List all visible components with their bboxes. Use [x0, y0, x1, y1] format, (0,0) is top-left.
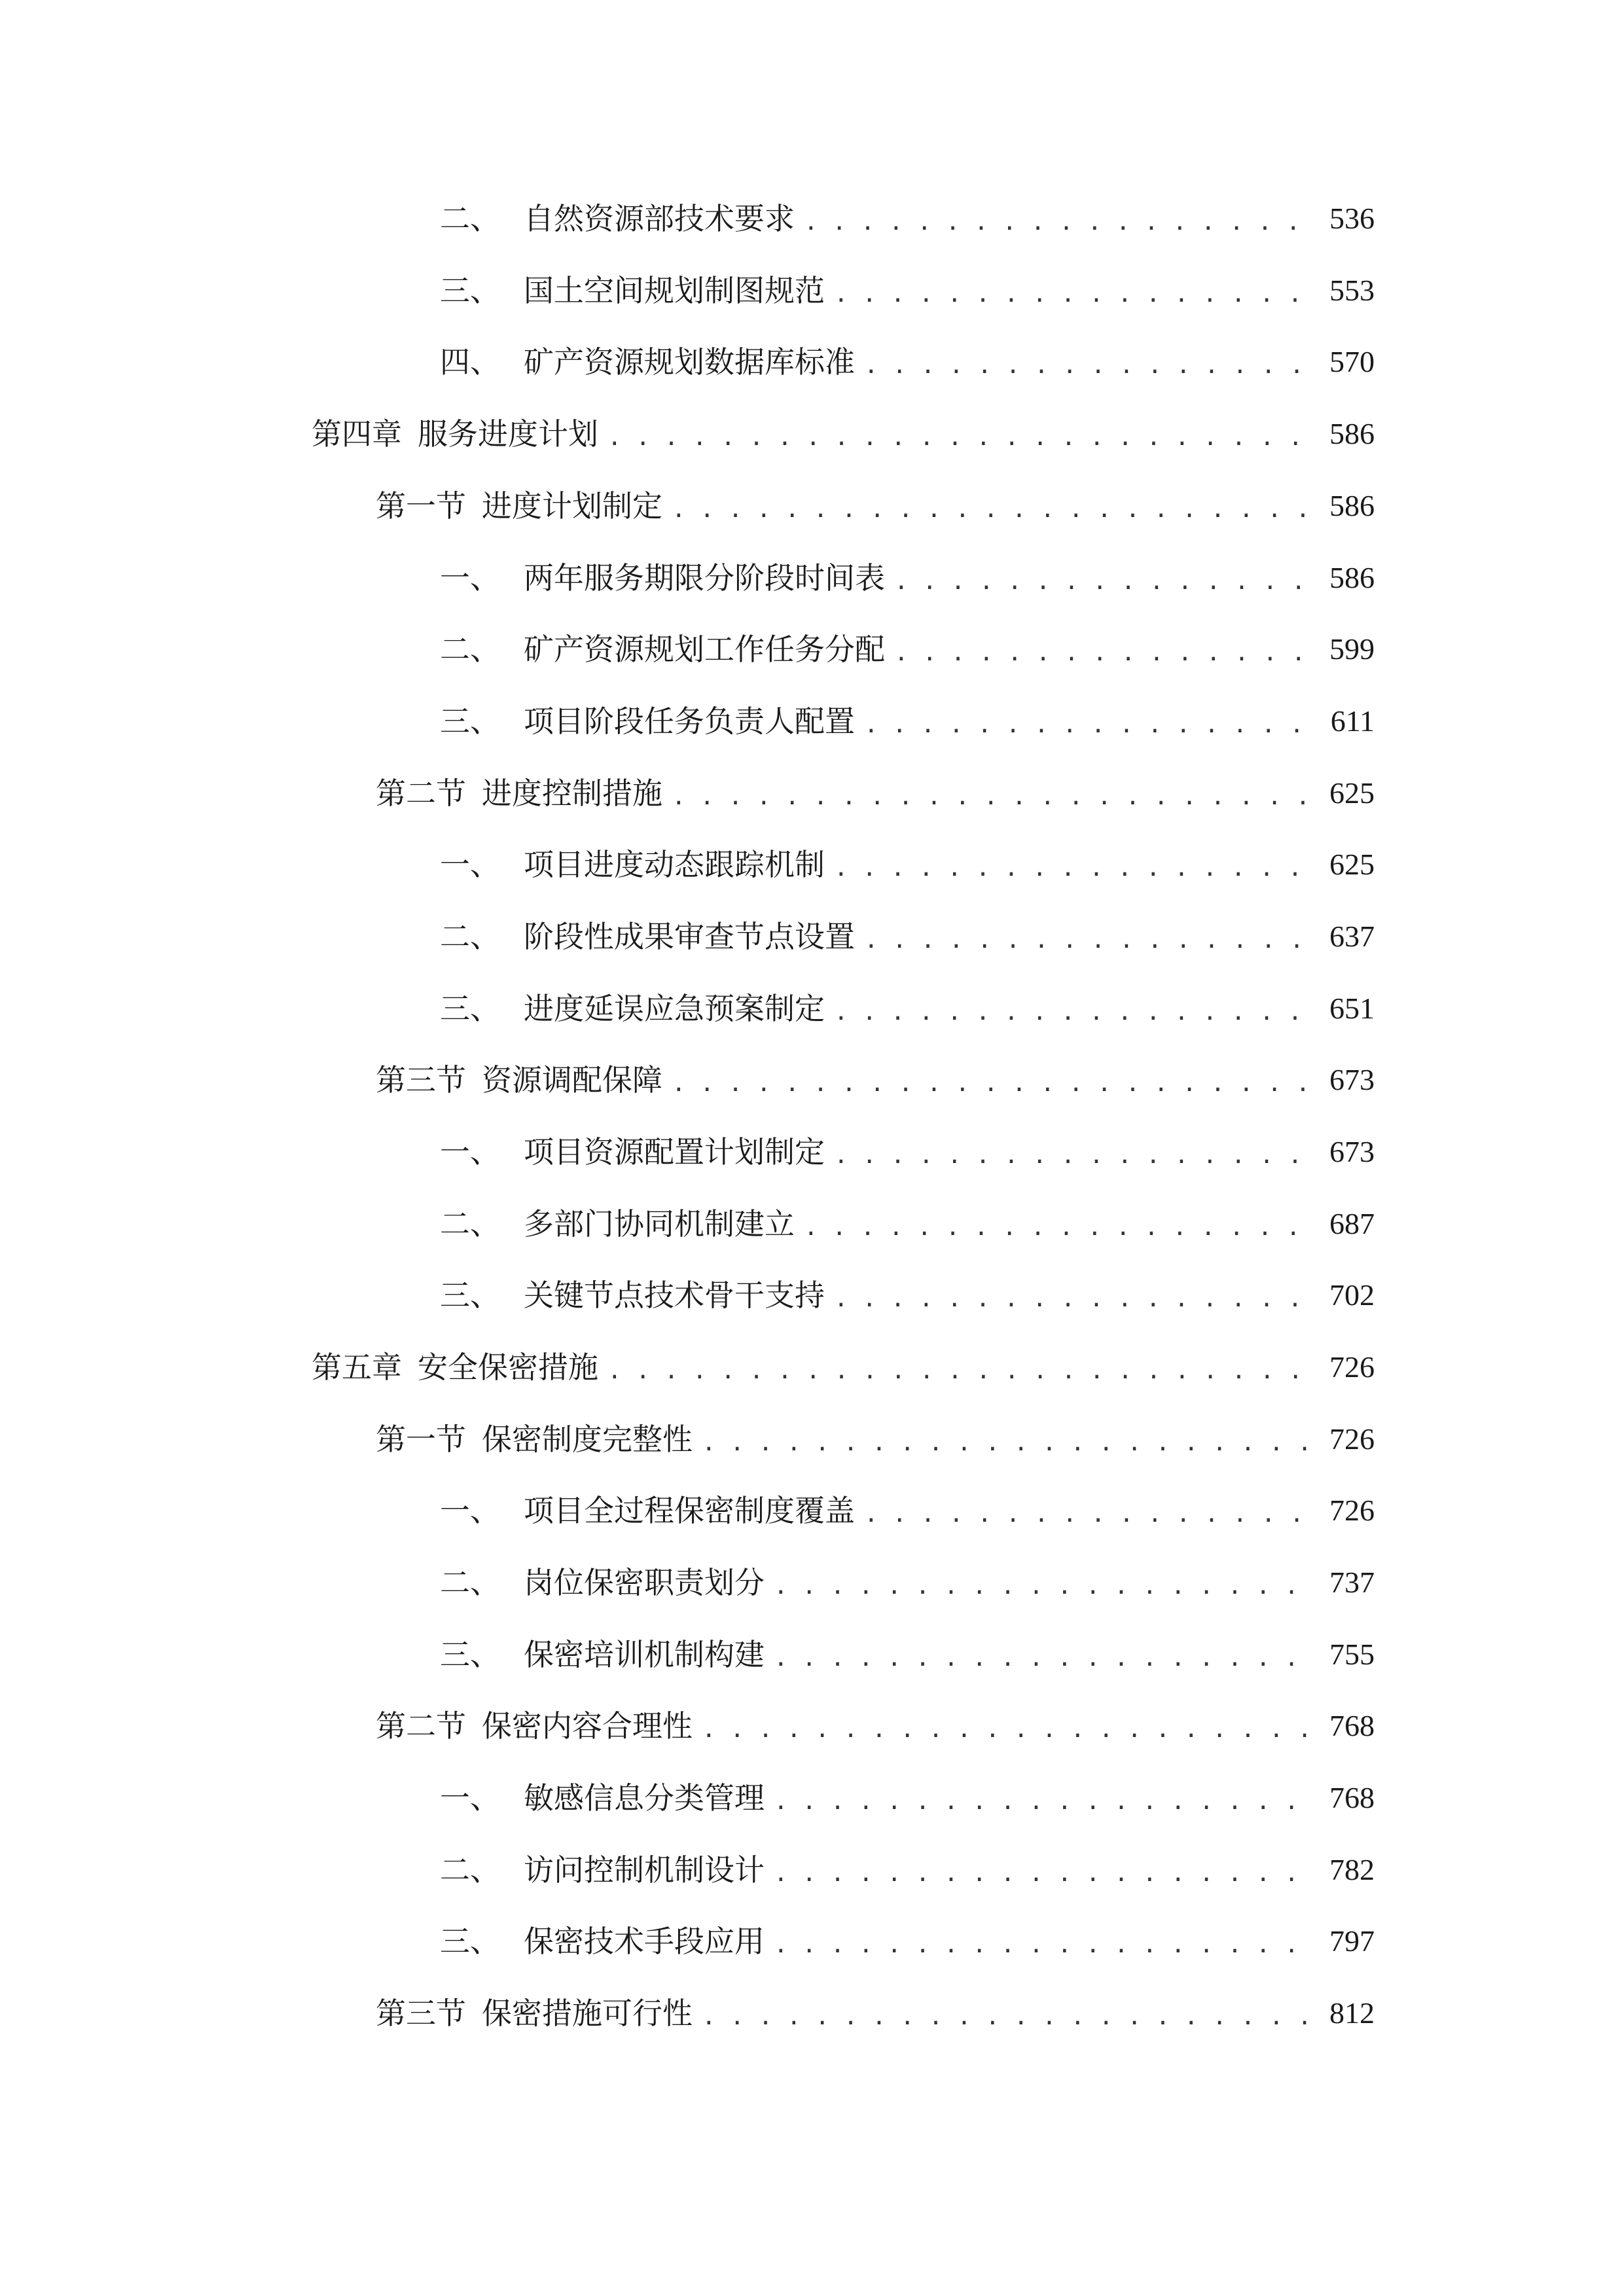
toc-page-number: 673 — [1329, 1063, 1375, 1096]
toc-entry-title: 进度延误应急预案制定 — [524, 991, 825, 1026]
toc-entry-number: 一、 — [440, 1780, 500, 1816]
toc-section-title: 保密措施可行性 — [482, 1996, 693, 2031]
toc-page-number: 755 — [1329, 1638, 1375, 1671]
toc-entry[interactable] — [440, 1269, 1375, 1321]
toc-section-title: 保密制度完整性 — [482, 1422, 693, 1457]
toc-section-entry[interactable] — [376, 767, 1375, 819]
toc-entry-title: 岗位保密职责划分 — [524, 1565, 765, 1600]
toc-entry-title: 访问控制机制设计 — [524, 1852, 765, 1888]
toc-entry-number: 三、 — [440, 273, 500, 308]
toc-chapter-number: 第五章 — [312, 1350, 402, 1385]
toc-entry-title: 多部门协同机制建立 — [524, 1206, 795, 1242]
toc-section-number: 第一节 — [376, 1422, 466, 1457]
toc-chapter-title: 服务进度计划 — [418, 416, 598, 452]
toc-entry-number: 二、 — [440, 1852, 500, 1888]
toc-entry-number: 三、 — [440, 991, 500, 1026]
toc-chapter-entry[interactable] — [312, 408, 1375, 460]
toc-section-entry[interactable] — [376, 1987, 1375, 2039]
toc-entry-title: 关键节点技术骨干支持 — [524, 1278, 825, 1313]
toc-page-number: 625 — [1329, 776, 1375, 810]
toc-chapter-number: 第四章 — [312, 416, 402, 452]
toc-page-number: 599 — [1329, 632, 1375, 666]
dot-leader — [834, 1273, 1318, 1325]
toc-entry[interactable] — [440, 1844, 1375, 1896]
toc-entry-number: 二、 — [440, 1565, 500, 1600]
toc-entry[interactable] — [440, 1126, 1375, 1178]
dot-leader — [774, 1848, 1318, 1900]
toc-entry[interactable] — [440, 623, 1375, 675]
toc-entry[interactable] — [440, 1556, 1375, 1609]
toc-page-number: 782 — [1329, 1853, 1375, 1886]
toc-page-number: 726 — [1329, 1422, 1375, 1456]
toc-section-number: 第三节 — [376, 1996, 466, 2031]
toc-page-number: 586 — [1329, 561, 1375, 594]
dot-leader — [672, 1058, 1318, 1110]
toc-entry-number: 一、 — [440, 560, 500, 596]
toc-entry-number: 三、 — [440, 704, 500, 739]
toc-chapter-entry[interactable] — [312, 1341, 1375, 1393]
toc-page-number: 797 — [1329, 1924, 1375, 1958]
dot-leader — [864, 340, 1318, 392]
toc-page-number: 553 — [1329, 274, 1375, 307]
dot-leader — [834, 986, 1318, 1039]
toc-entry-number: 三、 — [440, 1278, 500, 1313]
toc-page-number: 651 — [1329, 992, 1375, 1025]
toc-entry[interactable] — [440, 552, 1375, 604]
toc-entry[interactable] — [440, 1772, 1375, 1824]
toc-section-number: 第一节 — [376, 488, 466, 524]
toc-page-number: 702 — [1329, 1278, 1375, 1312]
toc-page-number: 673 — [1329, 1135, 1375, 1168]
toc-entry-number: 三、 — [440, 1924, 500, 1959]
toc-section-number: 第二节 — [376, 1708, 466, 1744]
toc-entry-number: 一、 — [440, 1134, 500, 1170]
toc-page-number: 737 — [1329, 1566, 1375, 1599]
toc-entry[interactable] — [440, 1198, 1375, 1250]
dot-leader — [804, 196, 1318, 249]
toc-section-number: 第三节 — [376, 1062, 466, 1098]
toc-section-entry[interactable] — [376, 1413, 1375, 1465]
toc-page-number: 611 — [1330, 704, 1375, 738]
toc-entry[interactable] — [440, 1628, 1375, 1681]
toc-entry[interactable] — [440, 910, 1375, 963]
toc-entry-number: 一、 — [440, 847, 500, 882]
toc-entry[interactable] — [440, 1484, 1375, 1537]
dot-leader — [864, 914, 1318, 967]
dot-leader — [774, 1919, 1318, 1971]
toc-section-title: 资源调配保障 — [482, 1062, 662, 1098]
dot-leader — [672, 771, 1318, 823]
toc-page-number: 726 — [1329, 1350, 1375, 1384]
toc-entry-title: 保密培训机制构建 — [524, 1637, 765, 1672]
toc-section-number: 第二节 — [376, 776, 466, 811]
toc-entry-number: 二、 — [440, 1206, 500, 1242]
toc-entry-title: 项目进度动态跟踪机制 — [524, 847, 825, 882]
toc-entry[interactable] — [440, 1915, 1375, 1967]
toc-entry[interactable] — [440, 982, 1375, 1035]
dot-leader — [804, 1202, 1318, 1254]
toc-page-number: 625 — [1329, 848, 1375, 881]
dot-leader — [774, 1560, 1318, 1613]
toc-entry-title: 自然资源部技术要求 — [524, 201, 795, 236]
toc-entry[interactable] — [440, 695, 1375, 747]
dot-leader — [894, 556, 1318, 608]
dot-leader — [834, 1130, 1318, 1182]
toc-entry-title: 敏感信息分类管理 — [524, 1780, 765, 1816]
toc-section-title: 进度计划制定 — [482, 488, 662, 524]
dot-leader — [702, 1704, 1318, 1756]
toc-entry[interactable] — [440, 192, 1375, 245]
toc-entry-number: 一、 — [440, 1493, 500, 1528]
toc-section-title: 进度控制措施 — [482, 776, 662, 811]
toc-section-title: 保密内容合理性 — [482, 1708, 693, 1744]
toc-page-number: 570 — [1329, 345, 1375, 378]
toc-page-number: 726 — [1329, 1494, 1375, 1527]
dot-leader — [864, 1488, 1318, 1541]
toc-entry-title: 项目资源配置计划制定 — [524, 1134, 825, 1170]
dot-leader — [864, 699, 1319, 751]
toc-entry-title: 矿产资源规划数据库标准 — [524, 344, 855, 380]
dot-leader — [702, 1991, 1318, 2043]
toc-page-number: 768 — [1329, 1709, 1375, 1742]
dot-leader — [774, 1632, 1318, 1685]
toc-page-number: 586 — [1329, 489, 1375, 522]
toc-section-entry[interactable] — [376, 480, 1375, 532]
toc-entry-number: 二、 — [440, 632, 500, 667]
toc-entry-number: 二、 — [440, 919, 500, 954]
dot-leader — [894, 627, 1318, 679]
toc-page-number: 687 — [1329, 1207, 1375, 1240]
toc-entry-number: 三、 — [440, 1637, 500, 1672]
dot-leader — [774, 1776, 1318, 1828]
toc-chapter-title: 安全保密措施 — [418, 1350, 598, 1385]
toc-entry-title: 保密技术手段应用 — [524, 1924, 765, 1959]
toc-entry-title: 项目全过程保密制度覆盖 — [524, 1493, 855, 1528]
toc-entry[interactable] — [440, 264, 1375, 317]
toc-entry-title: 国土空间规划制图规范 — [524, 273, 825, 308]
toc-page-number: 768 — [1329, 1781, 1375, 1814]
toc-entry-title: 两年服务期限分阶段时间表 — [524, 560, 885, 596]
dot-leader — [607, 1345, 1318, 1397]
dot-leader — [672, 484, 1318, 536]
toc-entry-number: 二、 — [440, 201, 500, 236]
toc-entry-title: 项目阶段任务负责人配置 — [524, 704, 855, 739]
toc-entry-number: 四、 — [440, 344, 500, 380]
toc-page-number: 637 — [1329, 920, 1375, 953]
dot-leader — [834, 842, 1318, 895]
dot-leader — [702, 1417, 1318, 1469]
dot-leader — [607, 412, 1318, 464]
toc-page-number: 586 — [1329, 417, 1375, 450]
toc-page-number: 536 — [1329, 202, 1375, 235]
toc-entry-title: 阶段性成果审查节点设置 — [524, 919, 855, 954]
toc-section-entry[interactable] — [376, 1054, 1375, 1106]
toc-page-number: 812 — [1329, 1996, 1375, 2030]
toc-entry-title: 矿产资源规划工作任务分配 — [524, 632, 885, 667]
toc-entry[interactable] — [440, 336, 1375, 388]
dot-leader — [834, 268, 1318, 321]
toc-section-entry[interactable] — [376, 1700, 1375, 1752]
toc-entry[interactable] — [440, 838, 1375, 891]
